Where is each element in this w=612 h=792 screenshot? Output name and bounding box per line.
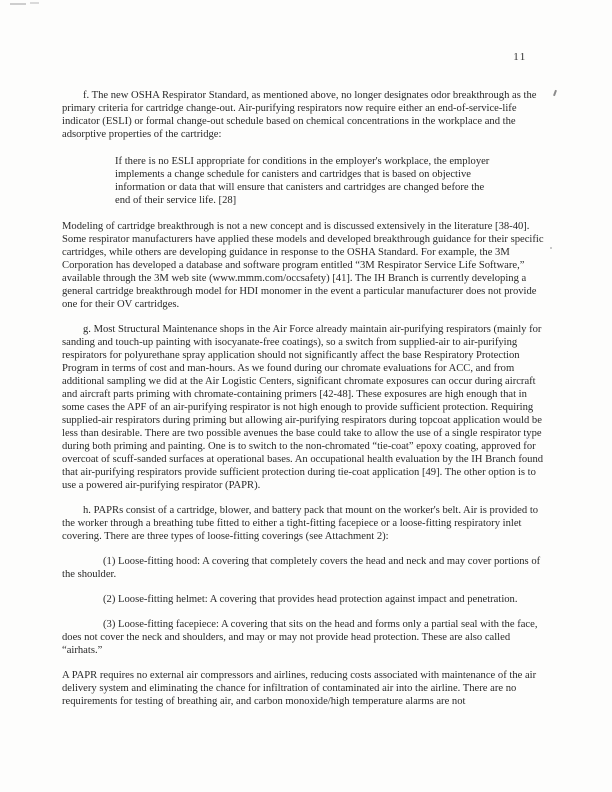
block-quote-esli: If there is no ESLI appropriate for conditions in the employer's workplace, the employer implements a change schedule for canisters and cartridges that is based on objective information or data that will ensure that canisters and cartridges are changed before the end of their service life. [28] xyxy=(115,156,490,206)
paragraph-h-paprs: h. PAPRs consist of a cartridge, blower, and battery pack that mount on the worker's belt. Air is provided to the worker through a breathing tube fitted to either a tight-fitting facepiece or a loose-fitting respiratory inlet covering. There are three types of loose-fitting coverings (see Attachment 2): xyxy=(62,505,539,542)
document-body xyxy=(62,89,550,720)
scan-artifact-right-margin-dot xyxy=(550,247,552,249)
paragraph-f-osha-standard: f. The new OSHA Respirator Standard, as mentioned above, no longer designates odor breakthrough as the primary criteria for cartridge change-out. Air-purifying respirators now require either an end-of-service-life indicator (ESLI) or formal change-out schedule based on chemical concentrations in the workplace and the adsorptive properties of the cartridge: xyxy=(62,90,537,140)
scan-artifact-top-left-dash-2 xyxy=(30,2,39,4)
list-item-3-loose-fitting-facepiece: (3) Loose-fitting facepiece: A covering that sits on the head and forms only a partial seal with the face, does not cover the neck and shoulders, and may or may not provide head protection. These are also called “airhats.” xyxy=(62,619,538,656)
list-item-1-loose-fitting-hood: (1) Loose-fitting hood: A covering that completely covers the head and neck and may cover portions of the shoulder. xyxy=(62,556,541,580)
paragraph-papr-requirements: A PAPR requires no external air compressors and airlines, reducing costs associated with maintenance of the air delivery system and eliminating the chance for infiltration of contaminated air into the airline. There are no requirements for testing of breathing air, and carbon monoxide/high temperature alarms are not xyxy=(62,670,537,707)
paragraph-g-structural-maintenance: g. Most Structural Maintenance shops in the Air Force already maintain air-purifying respirators (mainly for sanding and touch-up painting with isocyanate-free coatings), so a switch from supplied-air to air-purifying respirators for polyurethane spray application should not significantly affect the base Respiratory Protection Program in terms of cost and man-hours. As we found during our chromate evaluations for ACC, and from additional sampling we did at the Air Logistic Centers, significant chromate exposures can occur during aircraft and aircraft parts priming with chromate-containing primers [42-48]. These exposures are high enough that in some cases the APF of an air-purifying respirator is not high enough to provide sufficient protection. Requiring supplied-air respirators during priming but allowing air-purifying respirators during topcoat application would be less than desirable. There are two possible avenues the base could take to allow the use of a single respirator type during both priming and painting. One is to switch to the non-chromated “tie-coat” epoxy coating, approved for overcoat of scuff-sanded surfaces at operational bases. An occupational health evaluation by the IH Branch found that air-purifying respirators provide sufficient protection during tie-coat application [49]. The other option is to use a powered air-purifying respirator (PAPR). xyxy=(62,324,544,491)
scan-artifact-right-margin-tick xyxy=(553,90,557,96)
paragraph-modeling-breakthrough: Modeling of cartridge breakthrough is not a new concept and is discussed extensively in the literature [38-40]. Some respirator manufacturers have applied these models and developed breakthrough guidance for their specific cartridges, while others are developing guidance in response to the OSHA Standard. For example, the 3M Corporation has developed a database and software program entitled “3M Respirator Service Life Software,” available through the 3M web site (www.mmm.com/occsafety) [41]. The IH Branch is currently developing a general cartridge breakthrough model for HDI monomer in the event a particular manufacturer does not provide one for their OV cartridges. xyxy=(62,221,544,310)
list-item-2-loose-fitting-helmet: (2) Loose-fitting helmet: A covering that provides head protection against impact and penetration. xyxy=(103,594,518,605)
scan-artifact-top-left-dash xyxy=(10,3,26,5)
page-number: 11 xyxy=(513,51,527,63)
